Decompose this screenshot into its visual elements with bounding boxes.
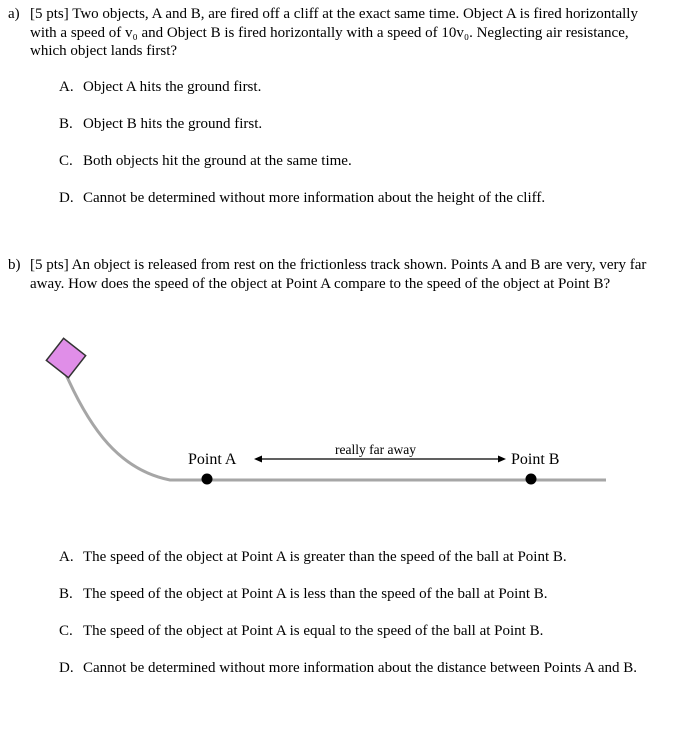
choice-text: Cannot be determined without more information about the height of the cliff. — [83, 190, 546, 206]
point-a-label: Point A — [188, 451, 237, 468]
distance-label: really far away — [335, 442, 416, 457]
choice-text: The speed of the object at Point A is equal to the speed of the ball at Point B. — [83, 623, 544, 639]
choice-text: Object B hits the ground first. — [83, 116, 263, 132]
point-b-label: Point B — [511, 451, 560, 468]
choice-text: Cannot be determined without more information about the distance between Points A and B. — [83, 660, 638, 676]
point-a-marker — [202, 474, 213, 485]
choice-b-b[interactable] — [59, 585, 548, 603]
choice-letter: A. — [59, 79, 74, 95]
choice-letter: C. — [59, 153, 73, 169]
choice-text: Both objects hit the ground at the same time. — [83, 153, 352, 169]
question-a-text: [5 pts] Two objects, A and B, are fired off a cliff at the exact same time. Object A is fired horizontally with a speed of v₀ and Object B is fired horizontally with a speed of 10v₀. Neglecting air resistance, which object lands first? — [30, 6, 638, 59]
choice-letter: A. — [59, 549, 74, 565]
question-b — [8, 256, 648, 293]
choice-letter: D. — [59, 660, 74, 676]
choice-b-a[interactable] — [59, 548, 567, 566]
choice-letter: B. — [59, 586, 73, 602]
choice-b-d[interactable] — [59, 659, 643, 677]
question-a-label: a) — [8, 6, 20, 22]
choice-a-b[interactable] — [59, 115, 262, 133]
question-b-text: [5 pts] An object is released from rest on the frictionless track shown. Points A and B are very, very far away. How does the speed of the object at Point A compare to the speed of the object at Point B? — [30, 257, 647, 292]
choice-text: The speed of the object at Point A is greater than the speed of the ball at Point B. — [83, 549, 567, 565]
choice-text: Object A hits the ground first. — [83, 79, 262, 95]
choice-b-c[interactable] — [59, 622, 543, 640]
question-a — [8, 5, 648, 61]
choice-letter: C. — [59, 623, 73, 639]
distance-arrow-right-head — [498, 456, 506, 463]
question-b-label: b) — [8, 257, 21, 273]
choice-a-c[interactable] — [59, 152, 352, 170]
choice-a-a[interactable] — [59, 78, 261, 96]
track-diagram — [0, 320, 676, 520]
choice-text: The speed of the object at Point A is less than the speed of the ball at Point B. — [83, 586, 548, 602]
sliding-block — [46, 338, 85, 377]
distance-arrow-left-head — [254, 456, 262, 463]
point-b-marker — [526, 474, 537, 485]
choice-letter: B. — [59, 116, 73, 132]
choice-letter: D. — [59, 190, 74, 206]
choice-a-d[interactable] — [59, 189, 545, 207]
